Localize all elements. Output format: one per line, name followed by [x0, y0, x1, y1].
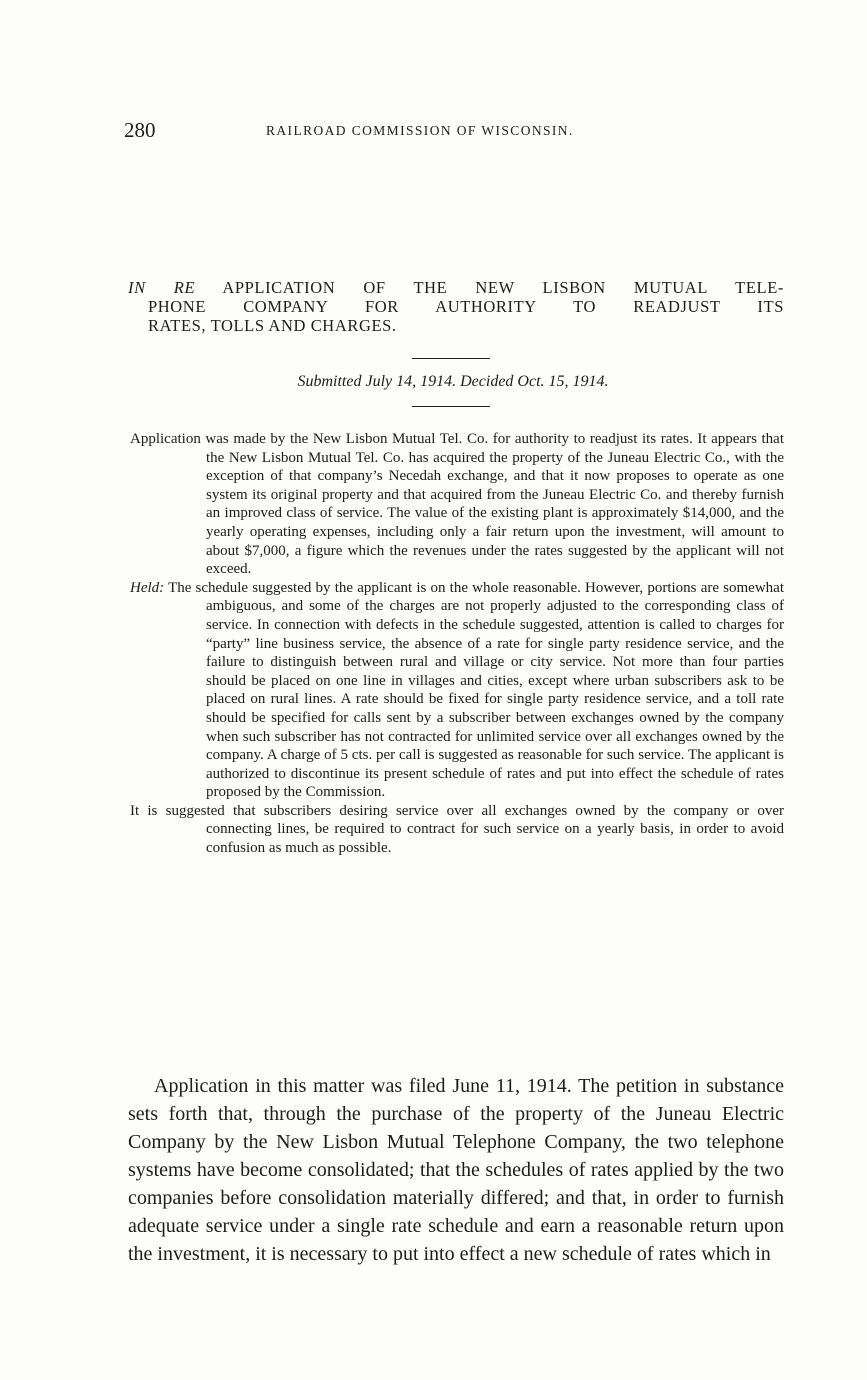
running-title: RAILROAD COMMISSION OF WISCONSIN. — [266, 123, 574, 138]
case-title — [128, 278, 784, 335]
opinion-paragraph: Application in this matter was filed June 11, 1914. The petition in substance sets forth that, through the purchase of the property of the Juneau Electric Company by the New Lisbon Mutual Telephone Company, the two telephone systems have become consolidated; that the schedules of rates applied by the two companies before consolidation materially differed; and that, in order to furnish adequate service under a single rate schedule and earn a reasonable return upon the investment, it is necessary to put into effect a new schedule of rates which in — [128, 1075, 784, 1265]
case-title-text-1: APPLICATION OF THE NEW LISBON MUTUAL TELE- — [222, 278, 784, 297]
opinion-body — [128, 1072, 784, 1268]
case-title-line-2: PHONE COMPANY FOR AUTHORITY TO READJUST ITS — [148, 297, 784, 316]
rule-below-dates — [412, 406, 490, 407]
running-head — [124, 118, 784, 144]
case-title-line-1 — [128, 278, 784, 297]
held-label: Held: — [130, 579, 165, 596]
case-prefix: IN RE — [128, 278, 196, 297]
syllabus — [130, 430, 784, 858]
submission-dates: Submitted July 14, 1914. Decided Oct. 15, 1914. — [297, 373, 609, 390]
case-title-line-3: RATES, TOLLS AND CHARGES. — [148, 316, 397, 335]
syllabus-suggestion: It is suggested that subscribers desiring service over all exchanges owned by the company or over connecting lines, be required to contract for such service on a yearly basis, in order to avoid confusion as much as possible. — [130, 802, 784, 857]
page-number: 280 — [124, 118, 156, 142]
syllabus-held — [130, 579, 784, 802]
held-text: The schedule suggested by the applicant is on the whole reasonable. However, portions are somewhat ambiguous, and some of the charges are not properly adjusted to the corresponding class of service. In connection with defects in the schedule suggested, attention is called to charges for “party” line business service, the absence of a rate for single party residence service, and the failure to distinguish between rural and village or city service. Not more than four parties should be placed on one line in villages and cities, except where urban subscribers ask to be placed on rural lines. A rate should be fixed for single party residence service, and a toll rate should be specified for calls sent by a subscriber between exchanges owned by the company when such subscriber has not contracted for unlimited service over all exchanges owned by the company. A charge of 5 cts. per call is suggested as reasonable for such service. The applicant is authorized to discontinue its present schedule of rates and put into effect the schedule of rates proposed by the Commission. — [168, 579, 784, 801]
rule-above-dates — [412, 358, 490, 359]
syllabus-application: Application was made by the New Lisbon Mutual Tel. Co. for authority to readjust its rates. It appears that the New Lisbon Mutual Tel. Co. has acquired the property of the Juneau Electric Co., with the exception of that company’s Necedah exchange, and that it now proposes to operate as one system its original property and that acquired from the Juneau Electric Co. and thereby furnish an improved class of service. The value of the existing plant is approximately $14,000, and the yearly operating expenses, including only a fair return upon the investment, will amount to about $7,000, a figure which the revenues under the rates suggested by the applicant will not exceed. — [130, 431, 784, 578]
